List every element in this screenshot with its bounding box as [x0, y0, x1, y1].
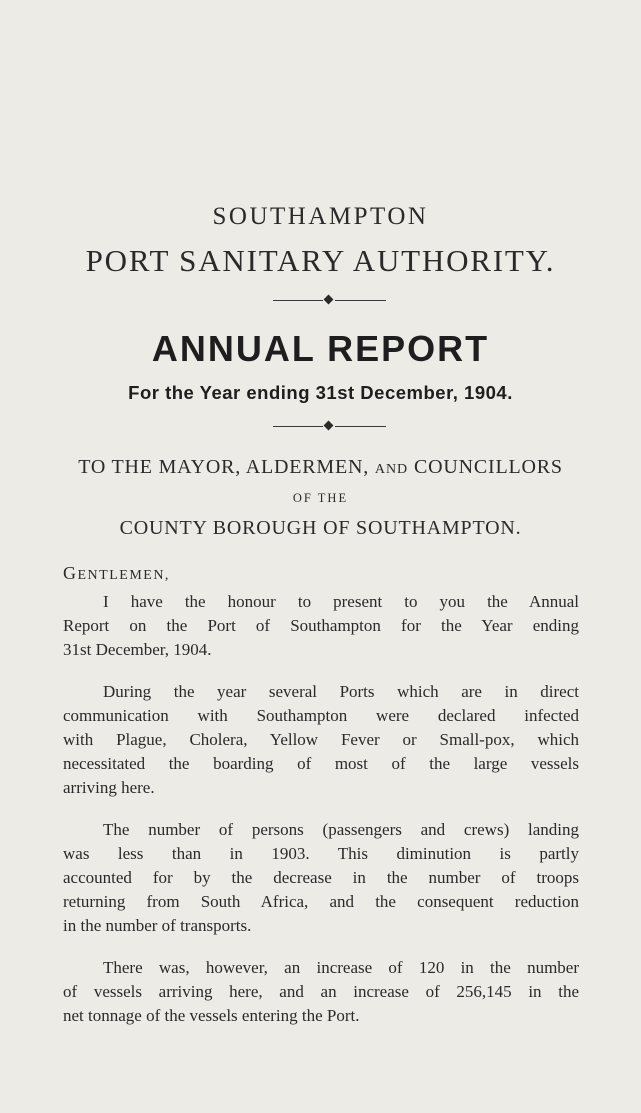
address-of-the: OF THE	[292, 491, 349, 505]
divider-rule-right	[335, 426, 386, 427]
report-subtitle: For the Year ending 31st December, 1904.	[128, 382, 513, 403]
paragraph-line: returning from South Africa, and the consequent reduction	[63, 892, 579, 911]
address-county: COUNTY BOROUGH OF SOUTHAMPTON.	[119, 517, 522, 539]
address-and: AND	[374, 462, 409, 477]
salutation-rest: ENTLEMEN,	[77, 568, 170, 583]
ornament-divider-top	[273, 295, 386, 307]
paragraph-line: was less than in 1903. This diminution is partly	[63, 844, 579, 863]
paragraph-line: There was, however, an increase of 120 in the number	[103, 958, 579, 977]
divider-rule-right	[335, 300, 386, 301]
header-town: SOUTHAMPTON	[212, 203, 429, 230]
paragraph-line: of vessels arriving here, and an increase of 256,145 in the	[63, 982, 579, 1001]
report-title: ANNUAL REPORT	[151, 328, 490, 369]
paragraph-line: arriving here.	[63, 778, 155, 797]
paragraph-line: I have the honour to present to you the Annual	[103, 592, 579, 611]
divider-rule-left	[273, 426, 323, 427]
ornament-divider-bottom	[273, 421, 386, 433]
paragraph-line: Report on the Port of Southampton for the Year ending	[63, 616, 579, 635]
address-part-1: TO THE MAYOR, ALDERMEN,	[78, 456, 375, 478]
divider-rule-left	[273, 300, 323, 301]
address-part-2: COUNCILLORS	[408, 456, 563, 478]
paragraph-line: net tonnage of the vessels entering the Port.	[63, 1006, 360, 1025]
paragraph-line: accounted for by the decrease in the number of troops	[63, 868, 579, 887]
salutation	[63, 563, 170, 584]
address-line	[0, 456, 641, 479]
paragraph-line: necessitated the boarding of most of the large vessels	[63, 754, 579, 773]
header-authority: PORT SANITARY AUTHORITY.	[85, 243, 556, 278]
paragraph-line: The number of persons (passengers and crews) landing	[103, 820, 579, 839]
diamond-ornament-icon	[324, 295, 334, 305]
paragraph-line: communication with Southampton were declared infected	[63, 706, 579, 725]
salutation-initial: G	[63, 563, 78, 583]
paragraph-line: with Plague, Cholera, Yellow Fever or Small-pox, which	[63, 730, 579, 749]
diamond-ornament-icon	[324, 421, 334, 431]
paragraph-line: During the year several Ports which are in direct	[103, 682, 579, 701]
paragraph-line: in the number of transports.	[63, 916, 252, 935]
paragraph-line: 31st December, 1904.	[63, 640, 212, 659]
